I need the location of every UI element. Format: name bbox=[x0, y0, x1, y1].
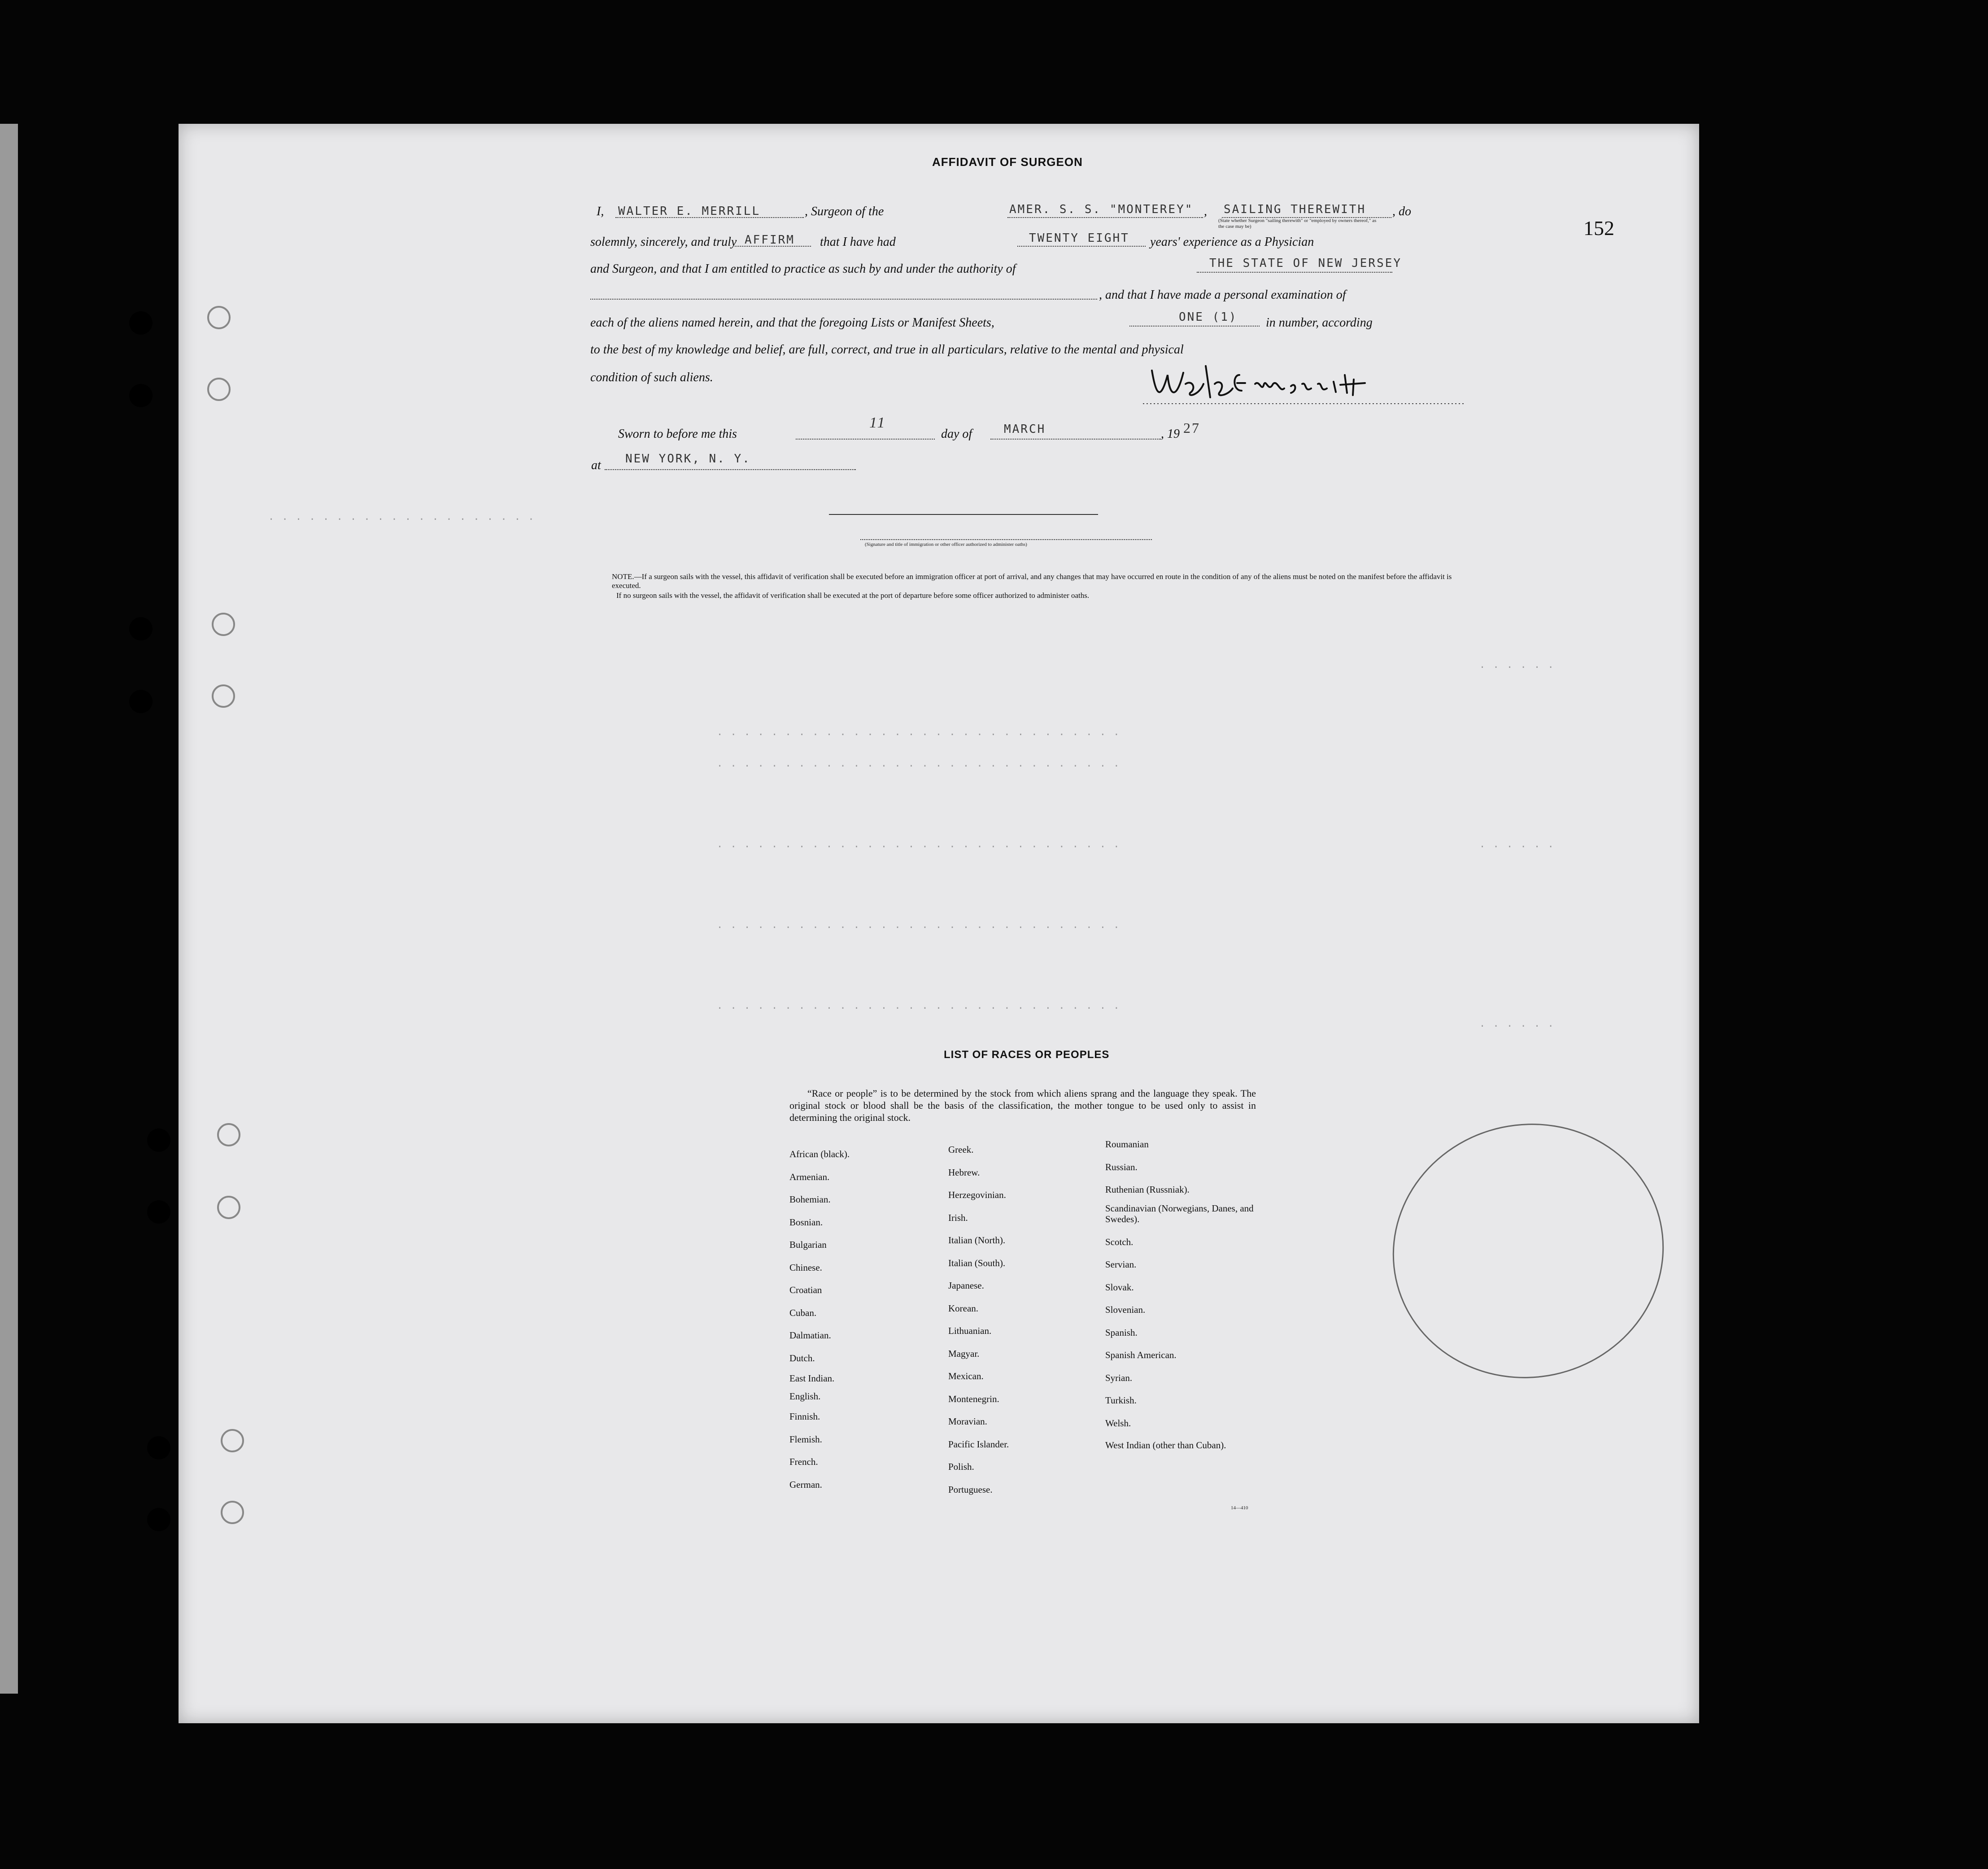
affidavit-text: each of the aliens named herein, and that the foregoing Lists or Manifest Sheets, bbox=[590, 316, 994, 330]
race-item: Pacific Islander. bbox=[948, 1438, 1009, 1450]
affidavit-text: solemnly, sincerely, and truly bbox=[590, 235, 737, 249]
race-item: Armenian. bbox=[789, 1171, 830, 1182]
officer-signature-line bbox=[829, 514, 1098, 515]
race-item: Japanese. bbox=[948, 1280, 984, 1291]
race-item: Italian (North). bbox=[948, 1235, 1006, 1246]
field-line bbox=[735, 246, 811, 247]
binder-ring-icon bbox=[212, 684, 235, 708]
field-line bbox=[615, 217, 804, 218]
race-item: Finnish. bbox=[789, 1411, 820, 1422]
races-column-2 bbox=[948, 1138, 1009, 1501]
race-item: Hebrew. bbox=[948, 1167, 980, 1178]
race-item: Slovak. bbox=[1105, 1281, 1134, 1293]
field-line bbox=[990, 439, 1161, 440]
page-number: 152 bbox=[1583, 217, 1614, 240]
authority-field: THE STATE OF NEW JERSEY bbox=[1209, 257, 1402, 270]
binder-ring-icon bbox=[212, 613, 235, 636]
race-item: Dalmatian. bbox=[789, 1330, 831, 1341]
field-line bbox=[796, 439, 935, 440]
binder-hole bbox=[147, 1436, 170, 1459]
note-lead: NOTE.— bbox=[612, 572, 642, 581]
sworn-month-field: MARCH bbox=[1004, 423, 1046, 436]
race-item: Welsh. bbox=[1105, 1417, 1131, 1429]
binder-hole bbox=[129, 690, 153, 713]
race-item: Turkish. bbox=[1105, 1395, 1137, 1406]
sworn-place-field: NEW YORK, N. Y. bbox=[625, 452, 751, 466]
sworn-year-field: 27 bbox=[1183, 420, 1200, 436]
race-item: Servian. bbox=[1105, 1259, 1137, 1270]
faded-stamp-circle bbox=[1369, 1098, 1687, 1403]
race-item: Irish. bbox=[948, 1212, 968, 1223]
binder-hole bbox=[129, 311, 153, 335]
binder-hole bbox=[129, 617, 153, 640]
race-item: Lithuanian. bbox=[948, 1325, 992, 1336]
years-experience-field: TWENTY EIGHT bbox=[1029, 231, 1129, 245]
binder-hole bbox=[147, 1128, 170, 1152]
note-text: If no surgeon sails with the vessel, the affidavit of verification shall be executed at the port of departure before some officer authorized to administer oaths. bbox=[616, 591, 1090, 600]
binder-ring-icon bbox=[217, 1196, 240, 1219]
form-code: 14—410 bbox=[1231, 1505, 1248, 1511]
binder-ring-icon bbox=[221, 1501, 244, 1524]
race-item: Scotch. bbox=[1105, 1236, 1134, 1247]
race-item: Portuguese. bbox=[948, 1484, 993, 1495]
affidavit-text: Sworn to before me this bbox=[618, 427, 737, 441]
race-item: Bosnian. bbox=[789, 1216, 823, 1228]
race-item: East Indian. bbox=[789, 1373, 835, 1384]
officer-title-line bbox=[860, 539, 1152, 540]
field-line bbox=[1007, 217, 1203, 218]
race-item: French. bbox=[789, 1456, 818, 1467]
status-note: (State whether Surgeon "sailing therewith" or "employed by owners thereof," as the case may be) bbox=[1218, 218, 1377, 229]
field-line bbox=[1017, 246, 1146, 247]
vessel-name-field: AMER. S. S. "MONTEREY" bbox=[1009, 203, 1194, 216]
affidavit-title: AFFIDAVIT OF SURGEON bbox=[932, 155, 1083, 169]
affidavit-text: at bbox=[591, 458, 601, 472]
race-item: Montenegrin. bbox=[948, 1393, 999, 1404]
affidavit-text: day of bbox=[941, 427, 972, 441]
race-item: African (black). bbox=[789, 1149, 850, 1159]
affidavit-text: , and that I have made a personal examination of bbox=[1099, 288, 1346, 302]
sworn-day-field: 11 bbox=[869, 414, 886, 431]
races-column-1 bbox=[789, 1143, 850, 1496]
races-title: LIST OF RACES OR PEOPLES bbox=[944, 1049, 1110, 1061]
binder-ring-icon bbox=[207, 306, 231, 329]
race-item: Ruthenian (Russniak). bbox=[1105, 1184, 1190, 1195]
affirm-field: AFFIRM bbox=[745, 233, 795, 247]
affidavit-text: , 19 bbox=[1161, 427, 1180, 441]
race-item: Spanish. bbox=[1105, 1327, 1138, 1338]
affidavit-text: , bbox=[1204, 205, 1207, 218]
race-item: Spanish American. bbox=[1105, 1350, 1177, 1360]
race-item: Greek. bbox=[948, 1144, 974, 1155]
affidavit-text: in number, according bbox=[1266, 316, 1373, 330]
race-item: Scandinavian (Norwegians, Danes, and Swedes). bbox=[1105, 1202, 1254, 1224]
race-item: Polish. bbox=[948, 1461, 974, 1472]
race-item: Croatian bbox=[789, 1285, 822, 1295]
race-item: Roumanian bbox=[1105, 1139, 1149, 1150]
race-item: Dutch. bbox=[789, 1352, 815, 1364]
manifest-sheets-count-field: ONE (1) bbox=[1179, 310, 1238, 324]
affidavit-text: and Surgeon, and that I am entitled to practice as such by and under the authority of bbox=[590, 262, 1016, 276]
race-item: Syrian. bbox=[1105, 1372, 1133, 1383]
affidavit-note-2 bbox=[612, 591, 1464, 600]
adjacent-page-strip bbox=[0, 124, 18, 1694]
race-item: Moravian. bbox=[948, 1416, 987, 1427]
affidavit-text: , do bbox=[1392, 205, 1411, 218]
affidavit-text: to the best of my knowledge and belief, are full, correct, and true in all particulars, relative to the mental and physical bbox=[590, 343, 1184, 357]
binder-ring-icon bbox=[221, 1429, 244, 1452]
race-item: Chinese. bbox=[789, 1262, 822, 1273]
race-item: West Indian (other than Cuban). bbox=[1105, 1440, 1226, 1451]
race-item: Mexican. bbox=[948, 1371, 984, 1381]
field-line bbox=[1129, 326, 1260, 327]
race-item: Slovenian. bbox=[1105, 1304, 1146, 1315]
race-item: Russian. bbox=[1105, 1161, 1138, 1172]
field-line bbox=[590, 299, 1097, 300]
race-item: Bohemian. bbox=[789, 1194, 831, 1205]
affidavit-text: years' experience as a Physician bbox=[1150, 235, 1314, 249]
affidavit-text: condition of such aliens. bbox=[590, 370, 713, 384]
officer-caption: (Signature and title of immigration or other officer authorized to administer oaths) bbox=[865, 542, 1027, 547]
race-item: Cuban. bbox=[789, 1307, 817, 1318]
races-intro: “Race or people” is to be determined by the stock from which aliens sprang and the language they speak. The original stock or blood shall be the basis of the classification, the mother tongue to be used only to assist in determining the original stock. bbox=[789, 1088, 1256, 1123]
surgeon-status-field: SAILING THEREWITH bbox=[1224, 203, 1366, 216]
note-text: If a surgeon sails with the vessel, this affidavit of verification shall be executed before an immigration officer at port of arrival, and any changes that may have occurred en route in the condition of any of the aliens must be noted on the manifest before the affidavit is executed. bbox=[612, 572, 1452, 590]
race-item: Italian (South). bbox=[948, 1257, 1006, 1268]
race-item: Herzegovinian. bbox=[948, 1189, 1006, 1200]
binder-ring-icon bbox=[217, 1123, 240, 1146]
race-item: Magyar. bbox=[948, 1348, 980, 1359]
binder-hole bbox=[129, 384, 153, 407]
binder-hole bbox=[147, 1200, 170, 1224]
binder-ring-icon bbox=[207, 378, 231, 401]
field-line bbox=[1197, 272, 1392, 273]
race-item: German. bbox=[789, 1479, 822, 1490]
document-page: · · · · · · · · · · · · · · · · · · · · · · · · · · · · · · · · · · · · · · · · · · · · · · · · · · · · · · · · · · · · · · · · · · · · · · · · · · · · · · · · · · · · · · · · · · · · · · · · · · · · · · · · · · · · · · · · · · · · · · · · · · · · · · · · · · · · · · · · · · · · · · · · · · · · · · · · · · · · · · · · · · · · · · · · · · · · · · · · · · · · · · · · · · · · 152 AFFIDAVIT OF SURGEON I, WALTER E. MERRILL , Surgeon of the AMER. S. S. "MONTEREY" , SAILING THEREWITH , do (State whether Surgeon "sailing therewith" or "employed by owners thereof," as the case may be) solemnly, sincerely, and truly AFFIRM that I have had TWENTY EIGHT years' experience as a Physician and Surgeon, and that I am entitled to practice as such by and under the authority of THE STATE OF NEW JERSEY , and that I have made a personal examination of each of the aliens named herein, and that the foregoing Lists or Manifest Sheets, ONE (1) in number, according to the best of my knowledge and belief, are full, correct, and true in all particulars, relative to the mental and physical condition of such aliens. Sworn to before me this 11 day of MARCH , 19 27 at NEW YORK, N. Y. (Signature and title of immigration or other officer authorized to administer oaths) NOTE.—If a surgeon sails with the vessel, this affidavit of verification shall be executed before an immigration officer at port of arrival, and any changes that may have occurred en route in the condition of any of the aliens must be noted on the manifest before the affidavit is executed. If no surgeon sails with the vessel, the affidavit of verification shall be executed at the port of departure before some officer authorized to administer oaths. LIST OF RACES OR PEOPLES “Race or people” is to be determined by the stock from which aliens sprang and the language they speak. The original stock or blood shall be the basis of the classification, the mother tongue to be used only to assist in determining the original stock. African (black). Armenian. Bohemian. Bosnian. Bulgarian Chinese. Croatian Cuban. Dalmatian. Dutch. East Indian. English. Finnish. Flemish. French. German. Greek. Hebrew. Herzegovinian. Irish. Italian (North). Italian (South). Japanese. Korean. Lithuanian. Magyar. Mexican. Montenegrin. Moravian. Pacific Islander. Polish. Portuguese. Roumanian Russian. Ruthenian (Russniak). Scandinavian (Norwegians, Danes, and Swedes). Scotch. Servian. Slovak. Slovenian. Spanish. Spanish American. Syrian. Turkish. Welsh. West Indian (other than Cuban). 14—410 bbox=[179, 124, 1699, 1723]
affidavit-text: , Surgeon of the bbox=[805, 205, 884, 218]
field-line bbox=[605, 469, 856, 470]
surgeon-name-field: WALTER E. MERRILL bbox=[618, 205, 761, 218]
races-column-3 bbox=[1105, 1133, 1258, 1451]
race-item: Flemish. bbox=[789, 1433, 822, 1445]
binder-hole bbox=[147, 1508, 170, 1531]
surgeon-signature bbox=[1143, 357, 1466, 406]
affidavit-text: I, bbox=[597, 205, 604, 218]
race-item: English. bbox=[789, 1391, 821, 1402]
race-item: Korean. bbox=[948, 1303, 979, 1314]
affidavit-text: that I have had bbox=[820, 235, 896, 249]
affidavit-note bbox=[612, 572, 1464, 590]
race-item: Bulgarian bbox=[789, 1239, 827, 1250]
